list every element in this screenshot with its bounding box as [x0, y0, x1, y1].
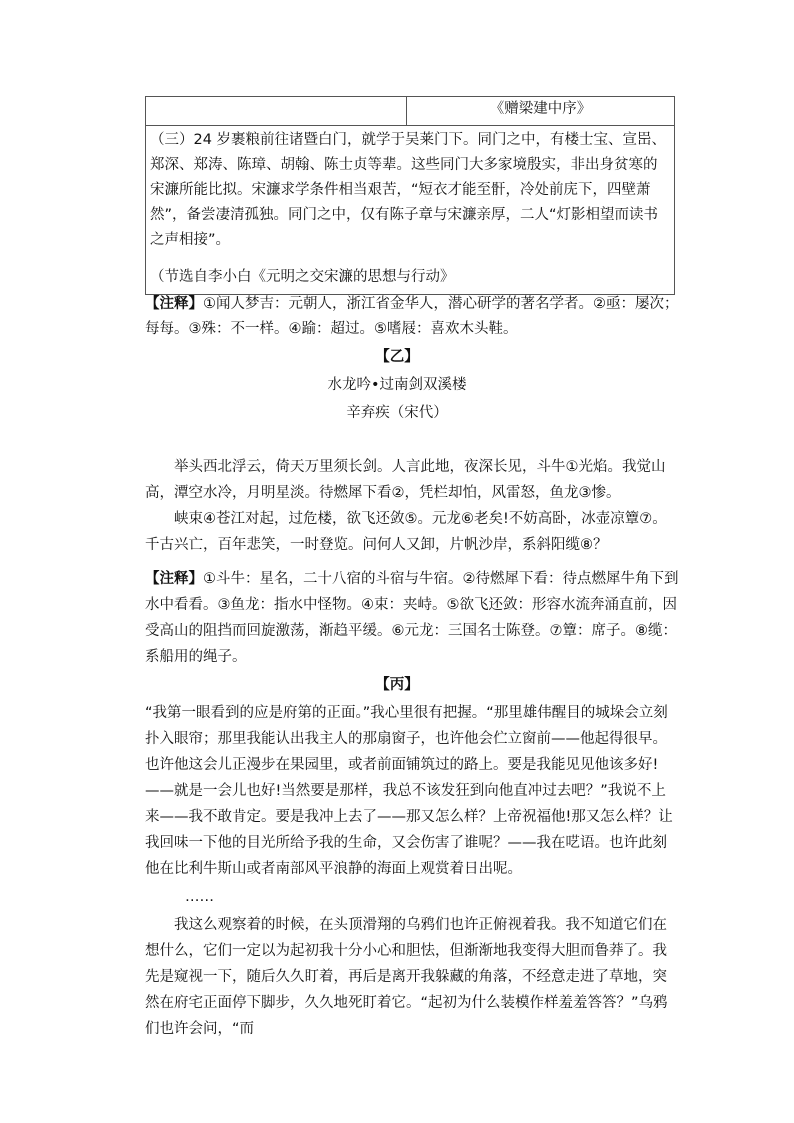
- annotation-yi: [145, 566, 680, 670]
- poem-body: [145, 454, 680, 558]
- annotation-jia: [145, 292, 680, 342]
- prose-paragraph-2: 我这么观察着的时候，在头顶滑翔的乌鸦们也许正俯视着我。我不知道它们在想什么，它们一定以为起初我十分小心和胆怯，但渐渐地我变得大胆而鲁莽了。我先是窥视一下，随后久久盯着，再后是离开我躲藏的角落，不经意走进了草地，突然在府宅正面停下脚步，久久地死盯着它。“起初为什么装模作样羞羞答答？”乌鸦们也许会问，“而: [145, 917, 668, 1037]
- passage-three: （三）24 岁裹粮前往诸暨白门，就学于吴莱门下。同门之中，有楼士宝、宣岊、郑深、郑涛、陈璋、胡翰、陈士贞等辈。这些同门大多家境殷实，非出身贫寒的宋濂所能比拟。宋濂求学条件相当艰苦，“短衣才能至骭，冷处前庑下，四壁萧然”，备尝凄清孤独。同门之中，仅有陈子章与宋濂亲厚，二人“灯影相望而读书之声相接”。: [150, 132, 667, 248]
- prose-bing: [145, 700, 680, 1042]
- table-row: [146, 126, 675, 295]
- table-row: [146, 97, 675, 126]
- passage-table: [145, 96, 675, 295]
- annotation-text: ①斗牛：星名，二十八宿的斗宿与牛宿。②待燃犀下看：待点燃犀牛角下到水中看看。③鱼龙：指水中怪物。④束：夹峙。⑤欲飞还敛：形容水流奔涌直前，因受高山的阻挡而回旋激荡，渐趋平缓。⑥元龙：三国名士陈登。⑦簟：席子。⑧缆：系船用的绳子。: [145, 571, 679, 665]
- table-cell-passage: [146, 126, 675, 295]
- section-label-yi: 【乙】: [375, 349, 419, 365]
- section-label-bing: 【丙】: [375, 677, 419, 693]
- prose-paragraph-1: “我第一眼看到的应是府第的正面。”我心里很有把握。“那里雄伟醒目的城垛会立刻扑入眼帘；那里我能认出我主人的那扇窗子，也许他会伫立窗前——他起得很早。也许他这会儿正漫步在果园里，或者前面铺筑过的路上。要是我能见见他该多好!——就是一会儿也好!当然要是那样，我总不该发狂到向他直冲过去吧？”我说不上来——我不敢肯定。要是我冲上去了——那又怎么样？上帝祝福他!那又怎么样？让我回味一下他的目光所给予我的生命，又会伤害了谁呢？——我在呓语。也许此刻他在比利牛斯山或者南部风平浪静的海面上观赏着日出呢。: [145, 705, 673, 877]
- poem-stanza-2: 峡束④苍江对起，过危楼，欲飞还敛⑤。元龙⑥老矣!不妨高卧，冰壶凉簟⑦。千古兴亡，百年悲笑，一时登览。问何人又卸，片帆沙岸，系斜阳缆⑧？: [145, 511, 667, 553]
- table-cell-empty: [146, 97, 407, 126]
- table-cell-title: 《赠梁建中序》: [407, 97, 675, 126]
- poem-title: 水龙吟•过南剑双溪楼: [327, 377, 467, 393]
- poem-author: 辛弃疾（宋代）: [346, 405, 448, 421]
- poem-stanza-1: 举头西北浮云，倚天万里须长剑。人言此地，夜深长见，斗牛①光焰。我觉山高，潭空水冷，月明星淡。待燃犀下看②，凭栏却怕，风雷怒，鱼龙③惨。: [145, 459, 666, 501]
- annotation-label: 【注释】: [145, 296, 203, 312]
- passage-source: （节选自李小白《元明之交宋濂的思想与行动》: [150, 269, 455, 285]
- prose-ellipsis: ……: [185, 889, 214, 905]
- annotation-label: 【注释】: [145, 571, 203, 587]
- annotation-text: ①闻人梦吉：元朝人，浙江省金华人，潜心研学的著名学者。②亟：屡次；每每。③殊：不一样。④踰：超过。⑤嗜屐：喜欢木头鞋。: [145, 296, 679, 337]
